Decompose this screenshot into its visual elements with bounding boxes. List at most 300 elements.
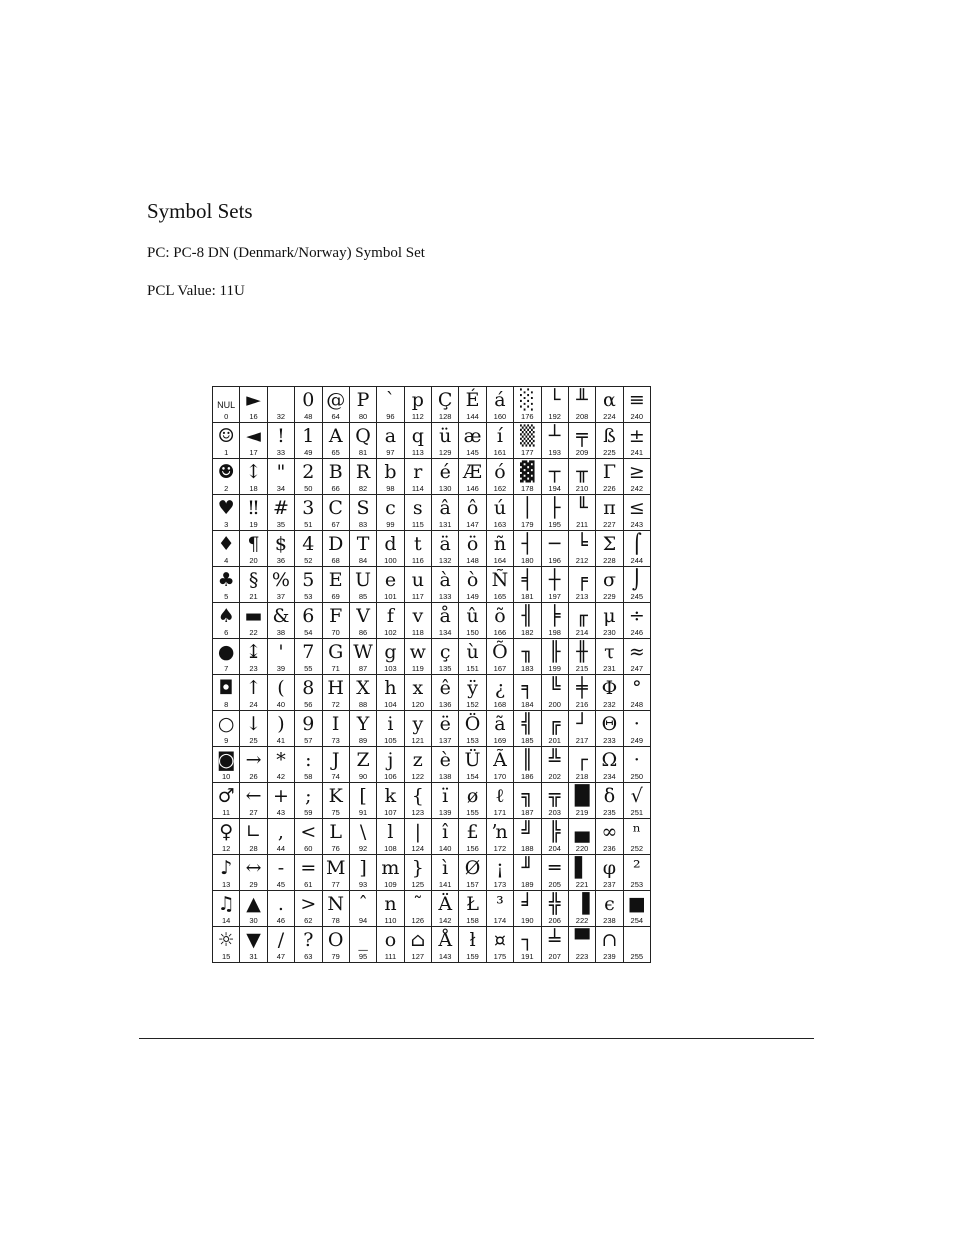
symbol-code: 40 xyxy=(276,700,286,709)
symbol-glyph: { xyxy=(411,785,424,807)
symbol-cell-185 xyxy=(514,711,541,747)
symbol-glyph: ] xyxy=(359,857,367,879)
symbol-cell-180 xyxy=(514,531,541,567)
symbol-cell-189 xyxy=(514,855,541,891)
symbol-cell-202 xyxy=(542,747,569,783)
symbol-glyph: Ñ xyxy=(491,569,509,591)
symbol-cell-110 xyxy=(377,891,404,927)
symbol-glyph: τ xyxy=(604,641,615,663)
symbol-code: 83 xyxy=(358,520,368,529)
symbol-cell-210 xyxy=(569,459,596,495)
symbol-cell-99 xyxy=(377,495,404,531)
symbol-code: 234 xyxy=(603,772,616,781)
symbol-code: 27 xyxy=(249,808,258,817)
symbol-glyph: ☺ xyxy=(217,425,235,447)
symbol-cell-41 xyxy=(268,711,295,747)
symbol-cell-166 xyxy=(487,603,514,639)
symbol-glyph: w xyxy=(409,641,426,663)
symbol-cell-248 xyxy=(624,675,651,711)
symbol-cell-177 xyxy=(514,423,541,459)
symbol-glyph: Ω xyxy=(601,749,618,771)
symbol-code: 162 xyxy=(493,484,507,493)
symbol-code: 117 xyxy=(411,592,424,601)
symbol-glyph: │ xyxy=(521,497,534,519)
symbol-glyph: A xyxy=(328,425,343,447)
symbol-glyph: ¿ xyxy=(494,677,506,699)
symbol-code: 39 xyxy=(276,664,286,673)
symbol-cell-32 xyxy=(268,387,295,423)
symbol-glyph: í xyxy=(496,425,503,447)
symbol-cell-205 xyxy=(542,855,569,891)
symbol-cell-35 xyxy=(268,495,295,531)
symbol-cell-79 xyxy=(323,927,350,963)
symbol-glyph: ó xyxy=(494,461,506,483)
symbol-code: 100 xyxy=(384,556,397,565)
symbol-code: 30 xyxy=(249,916,258,925)
symbol-cell-1 xyxy=(213,423,240,459)
symbol-code: 0 xyxy=(224,412,229,421)
symbol-code: 92 xyxy=(358,844,368,853)
symbol-code: 163 xyxy=(493,520,507,529)
symbol-glyph: ╠ xyxy=(548,821,561,843)
symbol-glyph: ö xyxy=(466,533,479,555)
symbol-code: 144 xyxy=(466,412,479,421)
symbol-code: 240 xyxy=(630,412,644,421)
symbol-cell-39 xyxy=(268,639,295,675)
symbol-cell-181 xyxy=(514,567,541,603)
symbol-glyph: ╩ xyxy=(548,749,561,771)
symbol-cell-24 xyxy=(240,675,267,711)
symbol-code: 24 xyxy=(249,700,258,709)
symbol-glyph: < xyxy=(300,821,317,843)
symbol-code: 247 xyxy=(630,664,644,673)
symbol-code: 53 xyxy=(304,592,313,601)
symbol-cell-53 xyxy=(295,567,322,603)
symbol-code: 23 xyxy=(249,664,258,673)
symbol-code: 106 xyxy=(384,772,397,781)
symbol-glyph: õ xyxy=(494,605,506,627)
symbol-glyph: & xyxy=(272,605,290,627)
symbol-glyph: Ł xyxy=(466,893,479,915)
symbol-code: 43 xyxy=(276,808,286,817)
symbol-glyph: · xyxy=(633,713,640,735)
symbol-glyph: 4 xyxy=(302,533,315,555)
symbol-code: 62 xyxy=(304,916,313,925)
symbol-code: 134 xyxy=(438,628,452,637)
symbol-cell-85 xyxy=(350,567,377,603)
symbol-code: 138 xyxy=(438,772,452,781)
symbol-glyph: ⁿ xyxy=(632,821,641,843)
symbol-code: 20 xyxy=(249,556,258,565)
symbol-cell-86 xyxy=(350,603,377,639)
symbol-code: 213 xyxy=(575,592,589,601)
symbol-glyph: } xyxy=(411,857,424,879)
symbol-cell-236 xyxy=(596,819,623,855)
symbol-code: 183 xyxy=(521,664,534,673)
symbol-cell-125 xyxy=(405,855,432,891)
symbol-glyph: K xyxy=(328,785,343,807)
symbol-cell-67 xyxy=(323,495,350,531)
symbol-cell-251 xyxy=(624,783,651,819)
pcl-value: PCL Value: 11U xyxy=(147,283,245,299)
symbol-code: 242 xyxy=(630,484,644,493)
symbol-cell-8 xyxy=(213,675,240,711)
symbol-glyph: ã xyxy=(494,713,506,735)
symbol-cell-220 xyxy=(569,819,596,855)
symbol-code: 173 xyxy=(493,880,507,889)
symbol-code: 207 xyxy=(548,952,561,961)
symbol-cell-234 xyxy=(596,747,623,783)
symbol-cell-107 xyxy=(377,783,404,819)
symbol-glyph: T xyxy=(356,533,370,555)
symbol-cell-111 xyxy=(377,927,404,963)
symbol-code: 147 xyxy=(466,520,479,529)
symbol-code: 67 xyxy=(331,520,340,529)
symbol-code: 136 xyxy=(438,700,452,709)
symbol-code: 51 xyxy=(304,520,313,529)
symbol-code: 97 xyxy=(386,448,395,457)
symbol-glyph: W xyxy=(353,641,373,663)
symbol-cell-70 xyxy=(323,603,350,639)
symbol-cell-128 xyxy=(432,387,459,423)
symbol-glyph: ° xyxy=(632,677,642,699)
symbol-code: 197 xyxy=(548,592,561,601)
symbol-cell-212 xyxy=(569,531,596,567)
symbol-code: 186 xyxy=(521,772,534,781)
symbol-code: 35 xyxy=(276,520,286,529)
symbol-cell-28 xyxy=(240,819,267,855)
symbol-code: 34 xyxy=(276,484,286,493)
symbol-glyph: ╛ xyxy=(521,893,534,915)
symbol-glyph: ▒ xyxy=(520,425,535,447)
symbol-code: 142 xyxy=(438,916,452,925)
symbol-cell-224 xyxy=(596,387,623,423)
symbol-glyph: O xyxy=(327,929,344,951)
symbol-glyph: û xyxy=(466,605,479,627)
symbol-cell-116 xyxy=(405,531,432,567)
symbol-glyph: ┴ xyxy=(548,425,561,447)
symbol-glyph: Ø xyxy=(464,857,481,879)
symbol-code: 171 xyxy=(493,808,507,817)
symbol-cell-165 xyxy=(487,567,514,603)
symbol-cell-11 xyxy=(213,783,240,819)
symbol-glyph: Ä xyxy=(438,893,453,915)
symbol-cell-229 xyxy=(596,567,623,603)
symbol-code: 21 xyxy=(249,592,258,601)
symbol-glyph: S xyxy=(356,497,370,519)
symbol-cell-201 xyxy=(542,711,569,747)
symbol-cell-2 xyxy=(213,459,240,495)
symbol-glyph: └ xyxy=(548,389,561,411)
symbol-code: 222 xyxy=(575,916,589,925)
symbol-code: 182 xyxy=(521,628,534,637)
symbol-glyph: D xyxy=(328,533,344,555)
symbol-code: 105 xyxy=(384,736,397,745)
symbol-cell-174 xyxy=(487,891,514,927)
symbol-glyph: ☻ xyxy=(217,461,235,483)
symbol-glyph: ø xyxy=(466,785,479,807)
symbol-cell-255 xyxy=(624,927,651,963)
symbol-cell-200 xyxy=(542,675,569,711)
symbol-code: 220 xyxy=(575,844,589,853)
symbol-cell-231 xyxy=(596,639,623,675)
symbol-glyph: @ xyxy=(326,389,346,411)
symbol-code: 215 xyxy=(575,664,589,673)
symbol-cell-197 xyxy=(542,567,569,603)
section-title: Symbol Sets xyxy=(147,199,253,223)
symbol-code: 252 xyxy=(630,844,644,853)
symbol-glyph: ⌡ xyxy=(631,569,642,591)
symbol-code: 85 xyxy=(358,592,368,601)
symbol-cell-154 xyxy=(459,747,486,783)
symbol-code: 193 xyxy=(548,448,561,457)
symbol-code: 164 xyxy=(493,556,507,565)
symbol-glyph: r xyxy=(413,461,423,483)
symbol-code: 221 xyxy=(575,880,589,889)
symbol-code: 141 xyxy=(438,880,452,889)
symbol-code: 28 xyxy=(249,844,258,853)
symbol-code: 25 xyxy=(249,736,258,745)
symbol-code: 150 xyxy=(466,628,479,637)
symbol-code: 90 xyxy=(358,772,368,781)
symbol-glyph: U xyxy=(355,569,372,591)
symbol-glyph: > xyxy=(300,893,317,915)
symbol-cell-235 xyxy=(596,783,623,819)
symbol-cell-170 xyxy=(487,747,514,783)
symbol-cell-216 xyxy=(569,675,596,711)
symbol-cell-75 xyxy=(323,783,350,819)
symbol-glyph: Ü xyxy=(464,749,481,771)
symbol-cell-12 xyxy=(213,819,240,855)
symbol-glyph: ł xyxy=(469,929,476,951)
symbol-glyph: ╕ xyxy=(521,677,534,699)
symbol-cell-98 xyxy=(377,459,404,495)
symbol-glyph: # xyxy=(272,497,289,519)
symbol-glyph: | xyxy=(414,821,422,843)
symbol-glyph: F xyxy=(329,605,343,627)
symbol-code: 172 xyxy=(493,844,507,853)
symbol-cell-13 xyxy=(213,855,240,891)
symbol-glyph: ┼ xyxy=(548,569,561,591)
symbol-cell-58 xyxy=(295,747,322,783)
symbol-code: 116 xyxy=(411,556,424,565)
symbol-glyph: ╔ xyxy=(548,713,561,735)
symbol-code: 149 xyxy=(466,592,479,601)
symbol-cell-4 xyxy=(213,531,240,567)
symbol-glyph: ± xyxy=(628,425,645,447)
symbol-cell-68 xyxy=(323,531,350,567)
symbol-code: 206 xyxy=(548,916,561,925)
symbol-cell-207 xyxy=(542,927,569,963)
symbol-glyph: I xyxy=(331,713,340,735)
symbol-cell-140 xyxy=(432,819,459,855)
symbol-cell-90 xyxy=(350,747,377,783)
symbol-code: 75 xyxy=(331,808,340,817)
symbol-code: 209 xyxy=(575,448,589,457)
symbol-glyph: μ xyxy=(603,605,616,627)
symbol-cell-138 xyxy=(432,747,459,783)
symbol-glyph: ╣ xyxy=(521,713,534,735)
symbol-code: 58 xyxy=(304,772,313,781)
symbol-cell-211 xyxy=(569,495,596,531)
symbol-glyph: ≤ xyxy=(628,497,645,519)
symbol-code: 243 xyxy=(630,520,644,529)
symbol-cell-30 xyxy=(240,891,267,927)
symbol-code: 124 xyxy=(411,844,425,853)
symbol-glyph: y xyxy=(412,713,424,735)
symbol-cell-132 xyxy=(432,531,459,567)
symbol-glyph: σ xyxy=(602,569,616,591)
symbol-code: 195 xyxy=(548,520,561,529)
symbol-glyph: ) xyxy=(277,713,285,735)
symbol-glyph: è xyxy=(439,749,451,771)
symbol-code: 245 xyxy=(630,592,644,601)
symbol-cell-143 xyxy=(432,927,459,963)
symbol-glyph: _ xyxy=(358,929,368,951)
symbol-code: 169 xyxy=(493,736,507,745)
symbol-code: 22 xyxy=(249,628,258,637)
symbol-code: 156 xyxy=(466,844,479,853)
symbol-code: 159 xyxy=(466,952,479,961)
symbol-glyph: ═ xyxy=(548,857,561,879)
symbol-glyph: ├ xyxy=(548,497,561,519)
symbol-glyph: Ö xyxy=(464,713,481,735)
symbol-glyph: ┬ xyxy=(548,461,561,483)
symbol-cell-18 xyxy=(240,459,267,495)
symbol-code: 16 xyxy=(249,412,258,421)
symbol-code: 79 xyxy=(331,952,340,961)
symbol-code: 191 xyxy=(521,952,534,961)
symbol-code: 121 xyxy=(411,736,425,745)
symbol-cell-172 xyxy=(487,819,514,855)
symbol-code: 201 xyxy=(548,736,561,745)
symbol-cell-5 xyxy=(213,567,240,603)
symbol-code: 99 xyxy=(386,520,395,529)
symbol-code: 190 xyxy=(521,916,534,925)
symbol-code: 37 xyxy=(276,592,286,601)
symbol-code: 50 xyxy=(304,484,313,493)
symbol-code: 122 xyxy=(411,772,425,781)
symbol-cell-78 xyxy=(323,891,350,927)
symbol-cell-175 xyxy=(487,927,514,963)
symbol-glyph: u xyxy=(411,569,424,591)
symbol-code: 208 xyxy=(575,412,589,421)
symbol-cell-48 xyxy=(295,387,322,423)
symbol-glyph: ç xyxy=(439,641,451,663)
symbol-cell-33 xyxy=(268,423,295,459)
symbol-code: 140 xyxy=(438,844,452,853)
symbol-glyph: π xyxy=(603,497,616,519)
symbol-cell-20 xyxy=(240,531,267,567)
symbol-cell-45 xyxy=(268,855,295,891)
symbol-code: 153 xyxy=(466,736,479,745)
symbol-cell-241 xyxy=(624,423,651,459)
symbol-cell-227 xyxy=(596,495,623,531)
symbol-code: 61 xyxy=(304,880,313,889)
symbol-cell-184 xyxy=(514,675,541,711)
symbol-cell-147 xyxy=(459,495,486,531)
symbol-code: 125 xyxy=(411,880,425,889)
symbol-glyph: R xyxy=(355,461,371,483)
symbol-glyph: ▌ xyxy=(574,857,590,879)
symbol-cell-72 xyxy=(323,675,350,711)
symbol-glyph: Ã xyxy=(493,749,507,771)
symbol-code: 46 xyxy=(276,916,286,925)
symbol-cell-80 xyxy=(350,387,377,423)
symbol-glyph: ≡ xyxy=(628,389,645,411)
symbol-cell-10 xyxy=(213,747,240,783)
symbol-cell-84 xyxy=(350,531,377,567)
symbol-cell-37 xyxy=(268,567,295,603)
symbol-code: 235 xyxy=(603,808,616,817)
symbol-cell-176 xyxy=(514,387,541,423)
symbol-cell-242 xyxy=(624,459,651,495)
symbol-code: 167 xyxy=(493,664,507,673)
symbol-glyph: ▓ xyxy=(520,461,535,483)
symbol-code: 196 xyxy=(548,556,561,565)
symbol-code: 212 xyxy=(575,556,589,565)
symbol-cell-101 xyxy=(377,567,404,603)
symbol-cell-46 xyxy=(268,891,295,927)
symbol-glyph: ˆ xyxy=(358,893,368,915)
symbol-code: 36 xyxy=(276,556,286,565)
symbol-code: 38 xyxy=(276,628,286,637)
symbol-glyph: ╢ xyxy=(521,605,534,627)
symbol-glyph: ┌ xyxy=(576,749,588,771)
symbol-code: 88 xyxy=(358,700,368,709)
symbol-code: 70 xyxy=(331,628,340,637)
symbol-code: 113 xyxy=(411,448,424,457)
symbol-code: 120 xyxy=(411,700,425,709)
symbol-code: 143 xyxy=(438,952,452,961)
symbol-glyph: ╡ xyxy=(521,569,534,591)
symbol-glyph: ┐ xyxy=(521,929,534,951)
symbol-glyph: ŉ xyxy=(491,821,509,843)
symbol-glyph: Σ xyxy=(602,533,617,555)
symbol-code: 224 xyxy=(603,412,616,421)
symbol-glyph: ╨ xyxy=(576,389,588,411)
symbol-glyph: → xyxy=(245,749,262,771)
symbol-glyph: 0 xyxy=(302,389,315,411)
symbol-code: 55 xyxy=(304,664,313,673)
symbol-glyph: Φ xyxy=(601,677,618,699)
symbol-cell-124 xyxy=(405,819,432,855)
symbol-glyph: z xyxy=(412,749,423,771)
symbol-cell-119 xyxy=(405,639,432,675)
symbol-code: 214 xyxy=(575,628,589,637)
symbol-code: 114 xyxy=(411,484,424,493)
symbol-cell-93 xyxy=(350,855,377,891)
symbol-cell-213 xyxy=(569,567,596,603)
symbol-glyph: ∞ xyxy=(601,821,618,843)
symbol-code: 192 xyxy=(548,412,561,421)
symbol-cell-89 xyxy=(350,711,377,747)
symbol-cell-199 xyxy=(542,639,569,675)
symbol-cell-22 xyxy=(240,603,267,639)
symbol-glyph: ß xyxy=(603,425,616,447)
symbol-code: 84 xyxy=(358,556,368,565)
symbol-glyph: ┤ xyxy=(521,533,534,555)
symbol-glyph: ñ xyxy=(493,533,507,555)
symbol-cell-31 xyxy=(240,927,267,963)
symbol-code: 71 xyxy=(331,664,340,673)
symbol-glyph: ║ xyxy=(521,749,534,771)
symbol-cell-77 xyxy=(323,855,350,891)
symbol-glyph: m xyxy=(381,857,400,879)
symbol-code: 244 xyxy=(630,556,644,565)
symbol-glyph: V xyxy=(356,605,370,627)
symbol-glyph: ♦ xyxy=(217,533,235,555)
